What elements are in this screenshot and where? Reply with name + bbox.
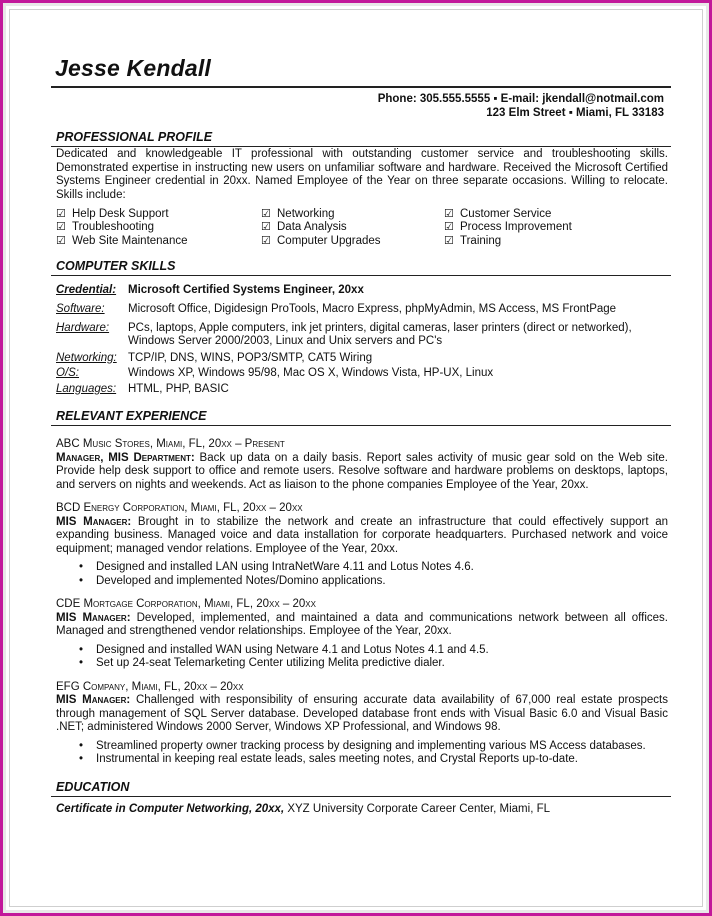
skill-item <box>261 221 444 234</box>
divider <box>51 275 671 276</box>
skill-item <box>56 235 261 248</box>
section-computer-skills <box>51 259 671 397</box>
computer-skill-row <box>56 322 671 349</box>
section-title-computer-skills: COMPUTER SKILLS <box>56 258 176 273</box>
job-entry <box>56 681 668 767</box>
contact-info <box>51 92 671 120</box>
skill-label: Help Desk Support <box>72 208 169 220</box>
section-title-education: EDUCATION <box>56 779 130 794</box>
job-header: ABC Music Stores, Miami, FL, 20xx – Present <box>56 438 285 451</box>
skill-label: Networking <box>277 208 335 220</box>
skill-label: Customer Service <box>460 208 552 220</box>
bullet-item: • Designed and installed WAN using Netware 4.1 and Lotus Notes 4.1 and 4.5. <box>96 644 668 658</box>
computer-skill-label: Languages: <box>56 382 117 395</box>
page-frame <box>3 3 709 913</box>
job-duties: Developed, implemented, and maintained a data and communications network between all offices. Managed and strengthened vendor relationships. Employee of the Year, 20xx. <box>56 611 668 638</box>
computer-skill-value: TCP/IP, DNS, WINS, POP3/SMTP, CAT5 Wiring <box>128 351 373 364</box>
checkbox-checked-icon: ☑ <box>444 208 454 220</box>
skill-label: Computer Upgrades <box>277 234 381 247</box>
checkbox-checked-icon: ☑ <box>56 234 66 247</box>
skill-item <box>56 208 261 221</box>
experience-list <box>51 438 671 767</box>
computer-skill-row <box>56 303 671 317</box>
computer-skill-label: O/S: <box>56 367 80 380</box>
bullet-item: • Streamlined property owner tracking process by designing and implementing various MS Access databases. <box>96 740 668 754</box>
job-entry <box>56 598 668 671</box>
job-bullets <box>56 561 668 588</box>
skill-item <box>261 235 444 248</box>
skill-item <box>56 221 261 234</box>
contact-line-2: 123 Elm Street ▪ Miami, FL 33183 <box>486 107 664 119</box>
divider <box>51 425 671 426</box>
checkbox-checked-icon: ☑ <box>261 208 271 220</box>
bullet-item: • Set up 24-seat Telemarketing Center utilizing Melita predictive dialer. <box>96 657 668 671</box>
computer-skill-value: HTML, PHP, BASIC <box>128 382 229 395</box>
divider <box>51 86 671 88</box>
job-header: EFG Company, Miami, FL, 20xx – 20xx <box>56 680 244 693</box>
job-header: BCD Energy Corporation, Miami, FL, 20xx – 20xx <box>56 502 303 515</box>
job-bullets <box>56 644 668 671</box>
profile-text: Dedicated and knowledgeable IT professional with outstanding customer service and troubleshooting skills. Demonstrated expertise in instructing new users on unfamiliar software and hardware. Received the Microsoft Certified Systems Engineer credential in 20xx. Named Employee of the Year on three separate occasions. Willing to relocate. Skills include: <box>56 148 668 201</box>
checkbox-checked-icon: ☑ <box>56 208 66 220</box>
skill-label: Web Site Maintenance <box>72 234 188 247</box>
computer-skill-row <box>56 284 671 298</box>
computer-skill-row <box>56 367 671 381</box>
resume <box>51 54 671 816</box>
bullet-item: • Instrumental in keeping real estate leads, sales meeting notes, and Crystal Reports up-to-date. <box>96 753 668 767</box>
bullet-item: • Designed and installed LAN using IntraNetWare 4.11 and Lotus Notes 4.6. <box>96 561 668 575</box>
skill-label: Training <box>460 234 502 247</box>
job-description <box>56 694 668 735</box>
section-education <box>51 780 671 816</box>
computer-skill-value: Microsoft Office, Digidesign ProTools, Macro Express, phpMyAdmin, MS Access, MS FrontPage <box>128 303 617 316</box>
job-role: MIS Manager: <box>56 694 131 707</box>
skill-label: Process Improvement <box>460 221 572 234</box>
checkbox-checked-icon: ☑ <box>261 221 271 234</box>
computer-skill-value: Windows XP, Windows 95/98, Mac OS X, Windows Vista, HP-UX, Linux <box>128 367 494 380</box>
skill-label: Data Analysis <box>277 221 347 234</box>
checkbox-checked-icon: ☑ <box>444 234 454 247</box>
computer-skill-label: Credential: <box>56 283 117 296</box>
computer-skill-label: Software: <box>56 303 105 316</box>
job-role: Manager, MIS Department: <box>56 451 195 464</box>
section-experience <box>51 409 671 767</box>
contact-line-1: Phone: 305.555.5555 ▪ E-mail: jkendall@notmail.com <box>377 93 664 105</box>
job-bullets <box>56 740 668 767</box>
education-school: XYZ University Corporate Career Center, Miami, FL <box>284 802 550 815</box>
checkbox-checked-icon: ☑ <box>261 234 271 247</box>
checkbox-checked-icon: ☑ <box>444 221 454 234</box>
skills-list <box>56 208 671 248</box>
divider <box>51 796 671 797</box>
skill-item <box>444 208 664 221</box>
divider <box>51 146 671 147</box>
resume-name: Jesse Kendall <box>55 55 212 81</box>
education-credential: Certificate in Computer Networking, 20xx, <box>56 802 285 815</box>
computer-skill-row <box>56 352 671 366</box>
job-duties: Challenged with responsibility of ensuring accurate data availability of 67,000 real estate prospects through management of SQL Server database. Developed database front ends with Visual Basic 6.0 and Visual Basic .NET; administered Windows 2000 Server, Windows XP Professional, and Windows 98. <box>56 694 668 734</box>
computer-skill-value: Microsoft Certified Systems Engineer, 20xx <box>128 283 364 296</box>
checkbox-checked-icon: ☑ <box>56 221 66 234</box>
skill-item <box>444 221 664 234</box>
job-description <box>56 452 668 493</box>
job-role: MIS Manager: <box>56 611 131 624</box>
computer-skills-table <box>56 284 671 397</box>
section-title-profile: PROFESSIONAL PROFILE <box>56 130 213 144</box>
skill-label: Troubleshooting <box>72 221 155 234</box>
computer-skill-row <box>56 383 671 397</box>
job-description <box>56 612 668 639</box>
computer-skill-label: Networking: <box>56 351 117 364</box>
job-header: CDE Mortgage Corporation, Miami, FL, 20xx – 20xx <box>56 598 316 611</box>
section-profile <box>51 130 671 248</box>
computer-skill-value: PCs, laptops, Apple computers, ink jet printers, digital cameras, laser printers (direct or networked), Windows Server 2000/2003, Linux and Unix servers and PC's <box>128 321 632 348</box>
skill-item <box>261 208 444 221</box>
computer-skill-label: Hardware: <box>56 321 110 334</box>
education-entry <box>56 802 671 816</box>
job-description <box>56 516 668 557</box>
bullet-item: • Developed and implemented Notes/Domino applications. <box>96 575 668 589</box>
job-entry <box>56 502 668 588</box>
job-role: MIS Manager: <box>56 515 132 528</box>
job-duties: Back up data on a daily basis. Report sales activity of music gear sold on the Web site. Provide help desk support to office and remote users. Resolve software and hardware problems on desktops, laptops, and servers on nights and weekends. Act as liaison to the phone companies Employee of the Year, 20xx. <box>56 451 668 491</box>
section-title-experience: RELEVANT EXPERIENCE <box>56 409 207 424</box>
job-entry <box>56 438 668 492</box>
skill-item <box>444 235 664 248</box>
job-duties: Brought in to stabilize the network and create an infrastructure that could effectively support an expanding business. Managed voice and data installation for corporate headquarters. Purchased network and voice equipment; managed vendor relations. Employee of the Year, 20xx. <box>56 515 669 555</box>
